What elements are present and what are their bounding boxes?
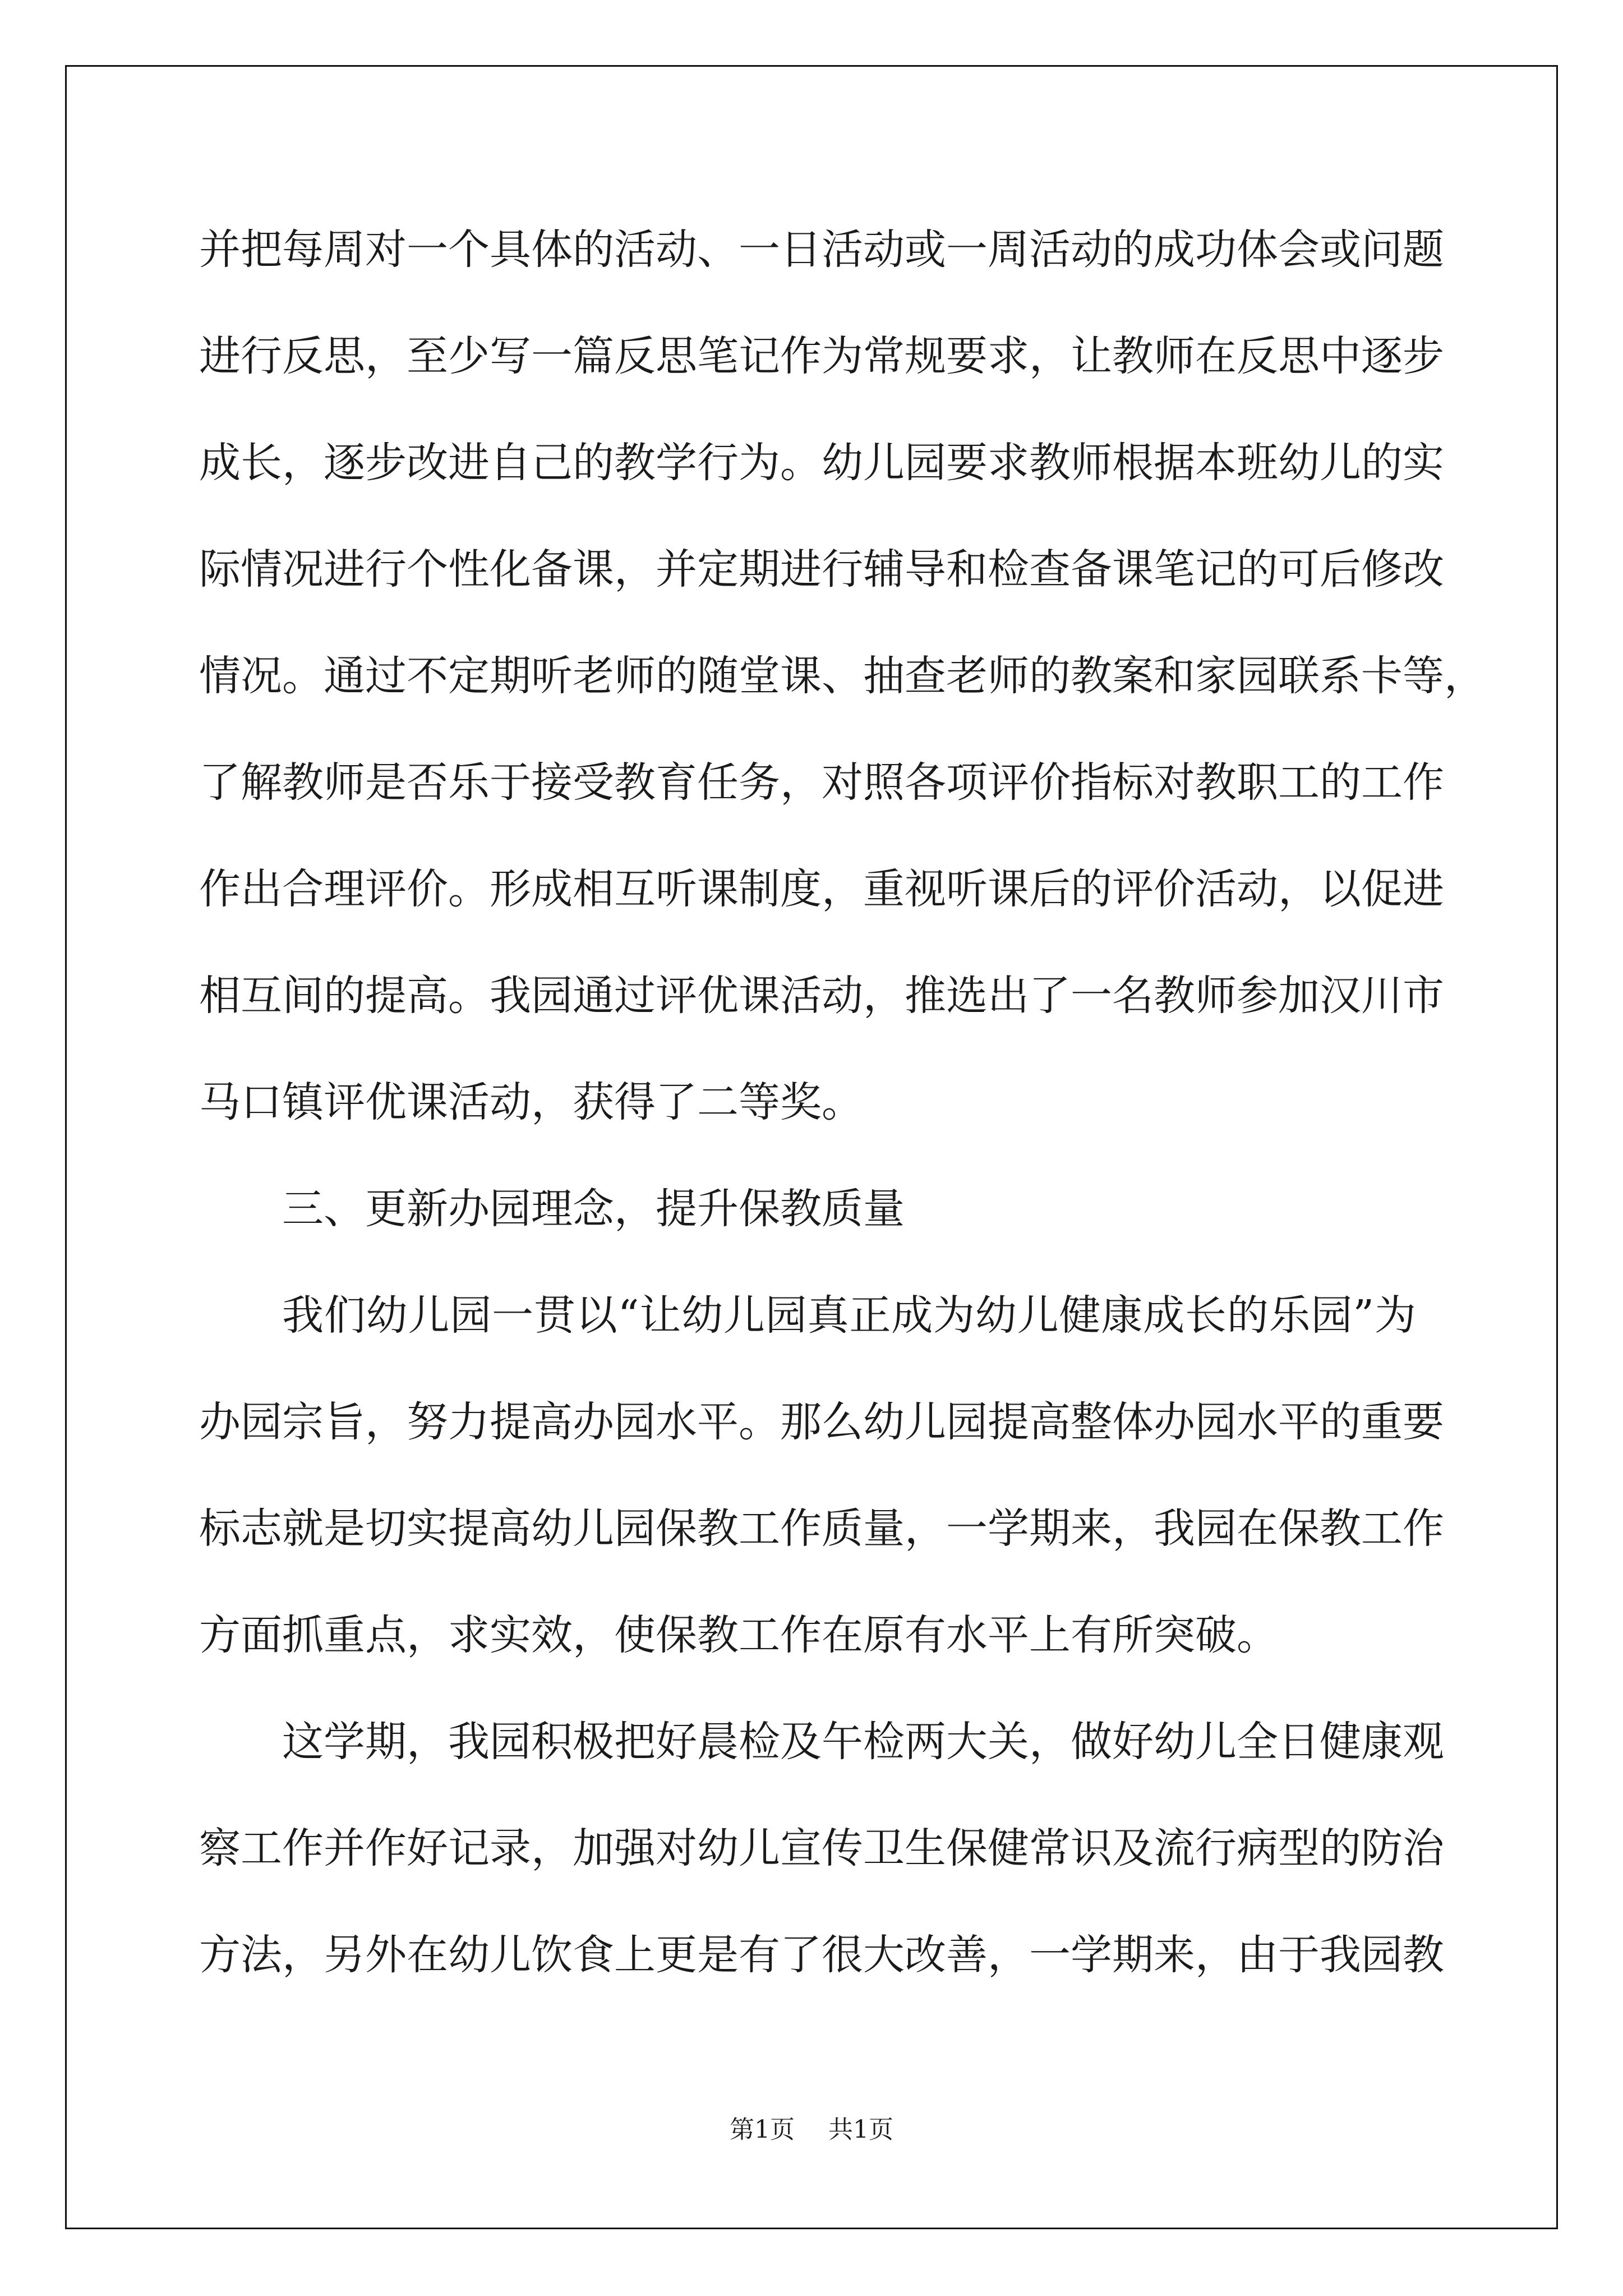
paragraph-line: 际情况进行个性化备课，并定期进行辅导和检查备课笔记的可后修改 [199,545,1444,593]
page-number-total: 共1页 [828,2115,893,2144]
paragraph-line: 了解教师是否乐于接受教育任务，对照各项评价指标对教职工的工作 [199,758,1444,807]
paragraph-line: 相互间的提高。我园通过评优课活动，推选出了一名教师参加汉川市 [199,972,1444,1020]
paragraph-line: 方面抓重点，求实效，使保教工作在原有水平上有所突破。 [199,1611,1278,1659]
paragraph-line: 这学期，我园积极把好晨检及午检两大关，做好幼儿全日健康观 [282,1718,1444,1766]
page-number-current: 第1页 [730,2115,795,2144]
paragraph-line: 并把每周对一个具体的活动、一日活动或一周活动的成功体会或问题 [199,226,1444,274]
paragraph-line: 成长，逐步改进自己的教学行为。幼儿园要求教师根据本班幼儿的实 [199,439,1444,487]
paragraph-line: 标志就是切实提高幼儿园保教工作质量，一学期来，我园在保教工作 [199,1504,1444,1553]
paragraph-line: 方法，另外在幼儿饮食上更是有了很大改善，一学期来，由于我园教 [199,1931,1444,1979]
paragraph-line: 情况。通过不定期听老师的随堂课、抽查老师的教案和家园联系卡等， [199,652,1486,700]
paragraph-line: 作出合理评价。形成相互听课制度，重视听课后的评价活动，以促进 [199,865,1444,913]
page-footer [0,2109,1623,2145]
document-body [199,213,1486,2025]
paragraph-line: 办园宗旨，努力提高办园水平。那么幼儿园提高整体办园水平的重要 [199,1398,1444,1446]
paragraph-line: 进行反思，至少写一篇反思笔记作为常规要求，让教师在反思中逐步 [199,332,1444,380]
section-heading: 三、更新办园理念，提升保教质量 [282,1185,905,1233]
paragraph-line: 马口镇评优课活动，获得了二等奖。 [199,1078,863,1126]
paragraph-line: 察工作并作好记录，加强对幼儿宣传卫生保健常识及流行病型的防治 [199,1824,1444,1872]
paragraph-line: 我们幼儿园一贯以“让幼儿园真正成为幼儿健康成长的乐园”为 [282,1291,1416,1340]
